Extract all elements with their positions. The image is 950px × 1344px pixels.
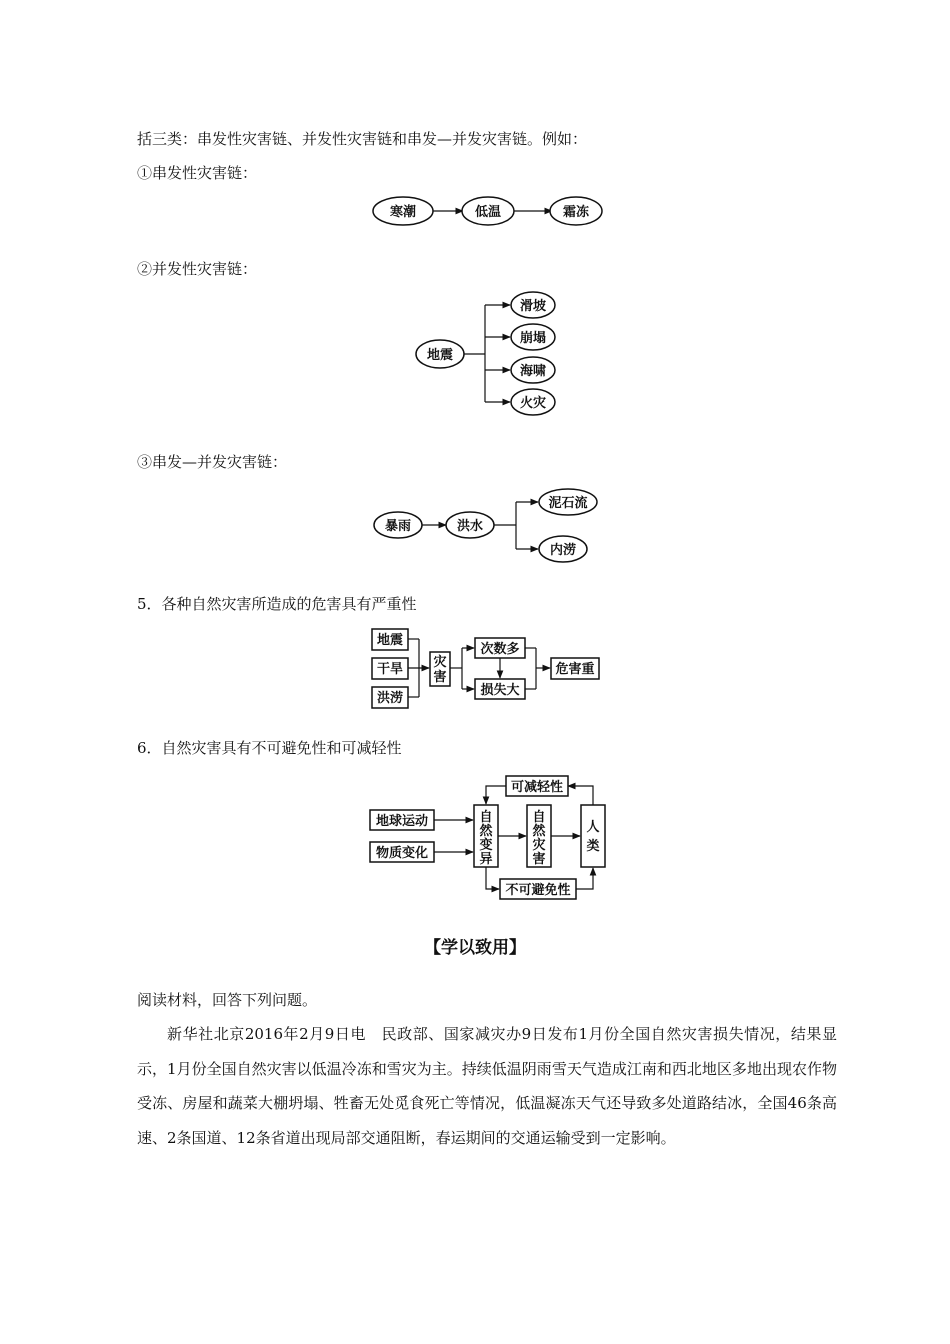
point6-box2-char-4: 害 <box>532 852 546 867</box>
chain2-target-4-text: 火灾 <box>519 396 547 411</box>
chain1-node-3-text: 霜冻 <box>562 205 590 220</box>
point5-result-text: 危害重 <box>555 662 595 677</box>
point6-diagram <box>365 770 615 910</box>
chain1-node-1-text: 寒潮 <box>389 205 417 220</box>
point6-top-text: 可减轻性 <box>510 780 564 795</box>
point5-title: 5．各种自然灾害所造成的危害具有严重性 <box>137 595 417 613</box>
intro-line: 括三类：串发性灾害链、并发性灾害链和串发—并发灾害链。例如： <box>137 130 588 148</box>
point6-arrow-top-out <box>486 786 506 804</box>
point6-box1-char-1: 自 <box>479 810 493 825</box>
point6-box2-char-3: 灾 <box>532 838 546 853</box>
chain3-node-1-text: 暴雨 <box>384 519 412 534</box>
point6-input-1-text: 地球运动 <box>375 814 429 829</box>
point6-arrow-bottom-in <box>486 867 499 889</box>
chain2-target-3-text: 海啸 <box>519 364 547 379</box>
chain2-source-text: 地震 <box>426 348 454 363</box>
point5-mid-top-text: 次数多 <box>480 642 520 657</box>
point6-box3-char-1: 人 <box>586 820 600 835</box>
chain3-label: ③串发—并发灾害链： <box>137 453 288 471</box>
point6-title: 6．自然灾害具有不可避免性和可减轻性 <box>137 739 402 757</box>
chain1-label: ①串发性灾害链： <box>137 164 258 182</box>
material-paragraph: 新华社北京2016年2月9日电 民政部、国家减灾办9日发布1月份全国自然灾害损失情况，结果显示，1月份全国自然灾害以低温冷冻和雪灾为主。持续低温阴雨雪天气造成江南和西北地区多地出现农作物受冻、房屋和蔬菜大棚坍塌、牲畜无处觅食死亡等情况，低温凝冻天气还导致多处道路结冰，全国46条高速、2条国道、12条省道出现局部交通阻断，春运期间的交通运输受到一定影响。 <box>137 1025 837 1147</box>
point6-arrow-top-in <box>568 786 593 805</box>
point5-input-1-text: 地震 <box>376 633 404 648</box>
question-intro: 阅读材料，回答下列问题。 <box>137 991 318 1009</box>
chain1-diagram <box>370 192 610 232</box>
point6-bottom-text: 不可避免性 <box>505 883 571 898</box>
point5-input-3-text: 洪涝 <box>376 691 404 706</box>
chain2-target-1-text: 滑坡 <box>519 299 547 314</box>
point5-center-char-1: 灾 <box>433 655 447 670</box>
point6-box3 <box>581 805 605 867</box>
point6-box2-char-1: 自 <box>532 810 546 825</box>
point6-box1-char-3: 变 <box>479 838 493 853</box>
point5-input-2-text: 干旱 <box>376 662 404 677</box>
point5-mid-bottom-text: 损失大 <box>480 683 520 698</box>
chain1-node-2-text: 低温 <box>474 205 502 220</box>
chain3-target-1-text: 泥石流 <box>548 496 588 511</box>
chain2-diagram <box>410 288 560 418</box>
chain3-diagram <box>370 486 610 566</box>
point5-diagram <box>370 626 610 712</box>
point6-arrow-bottom-out <box>576 868 593 889</box>
chain3-node-2-text: 洪水 <box>456 519 484 534</box>
chain3-target-2-text: 内涝 <box>549 543 577 558</box>
point6-box1-char-4: 异 <box>479 852 493 867</box>
point6-box2-char-2: 然 <box>532 824 546 839</box>
point6-input-2-text: 物质变化 <box>375 846 429 861</box>
chain2-target-2-text: 崩塌 <box>519 331 547 346</box>
point6-box3-char-2: 类 <box>586 839 600 854</box>
point6-box1-char-2: 然 <box>479 824 493 839</box>
point5-center-char-2: 害 <box>433 670 447 685</box>
chain2-label: ②并发性灾害链： <box>137 260 258 278</box>
section-title: 【学以致用】 <box>424 938 526 958</box>
